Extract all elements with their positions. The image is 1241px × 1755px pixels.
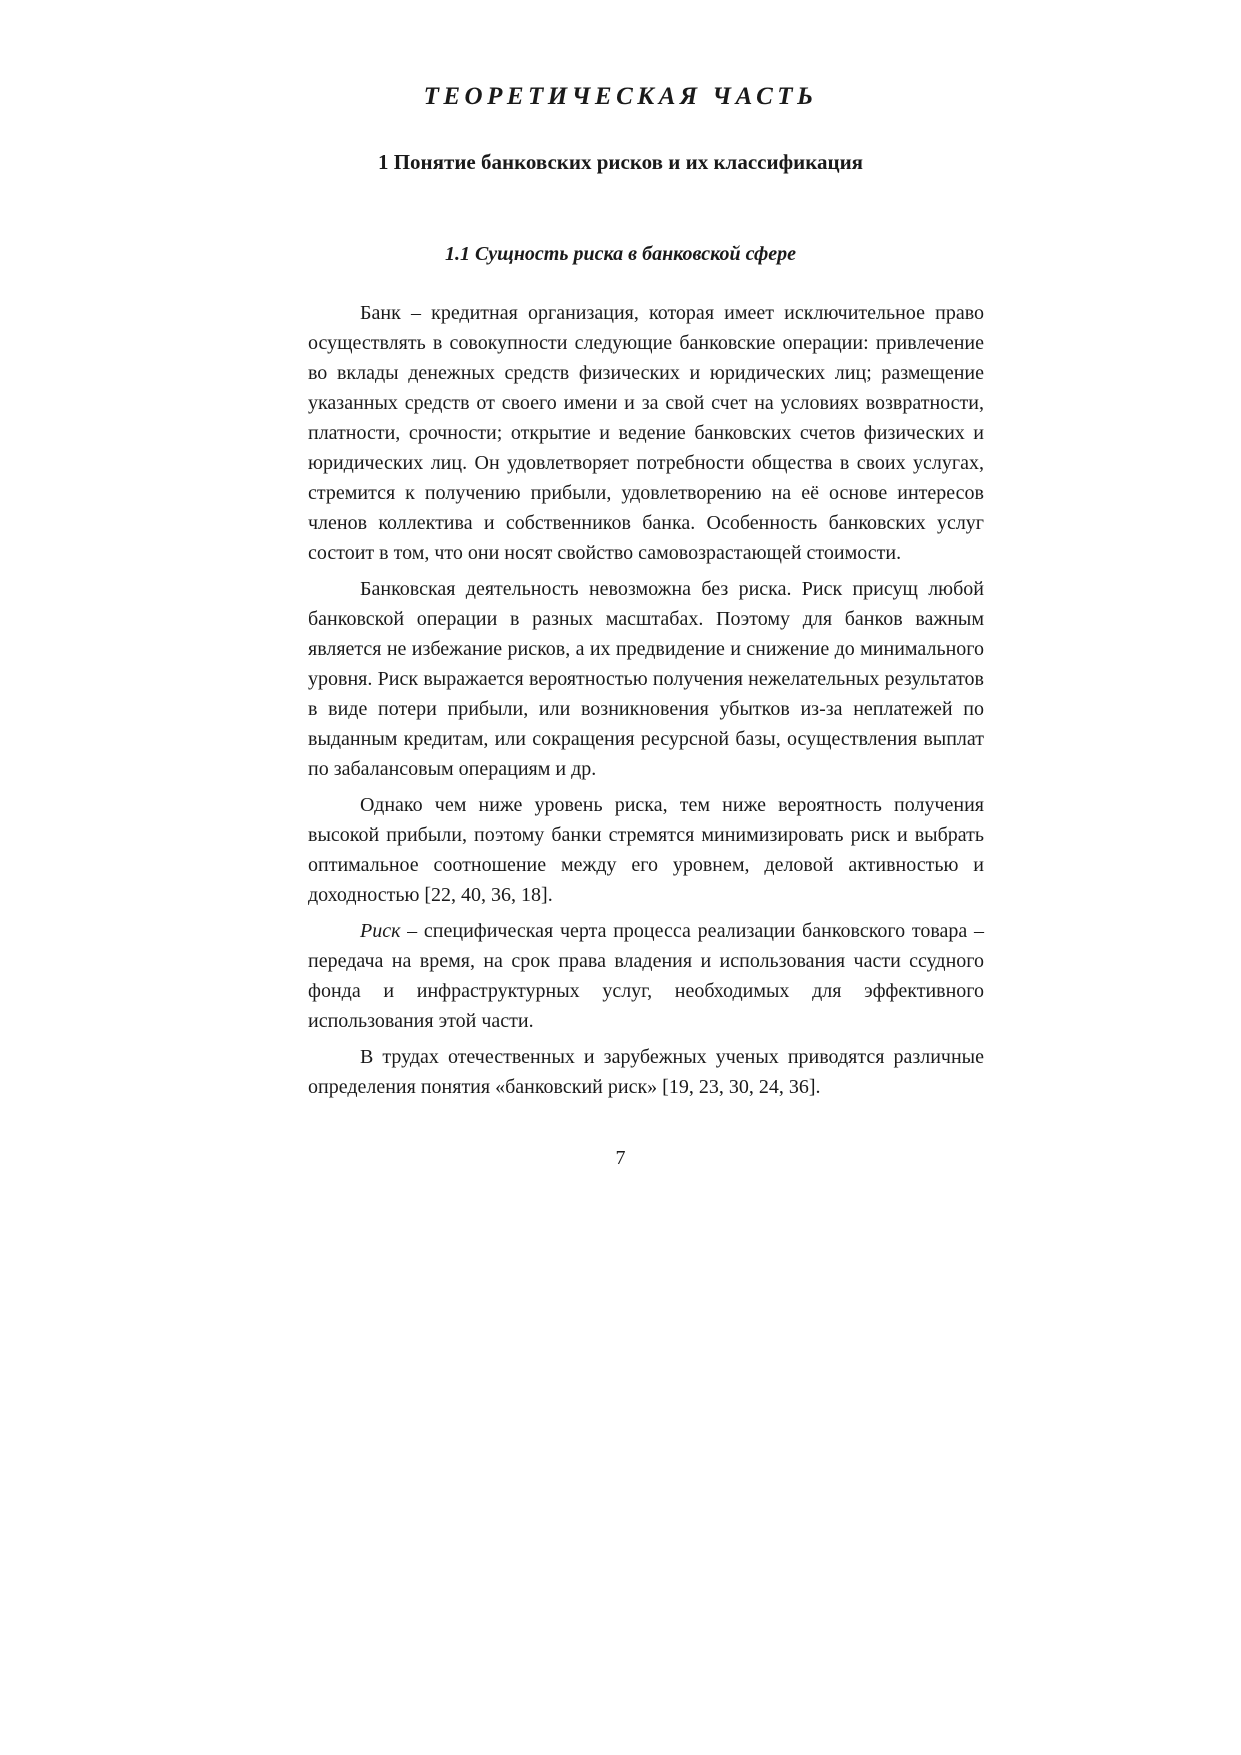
chapter-title: 1 Понятие банковских рисков и их классификация	[377, 150, 864, 174]
paragraph: В трудах отечественных и зарубежных ученых приводятся различные определения понятия «банковский риск» [19, 23, 30, 24, 36].	[308, 1046, 984, 1098]
definition-term: Риск	[360, 920, 401, 942]
paragraph: Банковская деятельность невозможна без риска. Риск присущ любой банковской операции в разных масштабах. Поэтому для банков важным является не избежание рисков, а их предвидение и снижение до минимального уровня. Риск выражается вероятностью получения нежелательных результатов в виде потери прибыли, или возникновения убытков из-за неплатежей по выданным кредитам, или сокращения ресурсной базы, осуществления выплат по забалансовым операциям и др.	[308, 578, 984, 780]
definition-text: – специфическая черта процесса реализации банковского товара – передача на время, на срок права владения и использования части ссудного фонда и инфраструктурных услуг, необходимых для эффективного использования этой части.	[308, 920, 984, 1032]
part-title: ТЕОРЕТИЧЕСКАЯ ЧАСТЬ	[423, 83, 818, 110]
paragraph: Однако чем ниже уровень риска, тем ниже вероятность получения высокой прибыли, поэтому банки стремятся минимизировать риск и выбрать оптимальное соотношение между его уровнем, деловой активностью и доходностью [22, 40, 36, 18].	[308, 794, 984, 906]
paragraph: Банк – кредитная организация, которая имеет исключительное право осуществлять в совокупности следующие банковские операции: привлечение во вклады денежных средств физических и юридических лиц; размещение указанных средств от своего имени и за свой счет на условиях возвратности, платности, срочности; открытие и ведение банковских счетов физических и юридических лиц. Он удовлетворяет потребности общества в своих услугах, стремится к получению прибыли, удовлетворению на её основе интересов членов коллектива и собственников банка. Особенность банковских услуг состоит в том, что они носят свойство самовозрастающей стоимости.	[308, 302, 984, 564]
body-text	[308, 298, 984, 1102]
section-title: 1.1 Сущность риска в банковской сфере	[444, 243, 797, 265]
page-number: 7	[615, 1147, 626, 1169]
definition-paragraph	[308, 916, 984, 1036]
